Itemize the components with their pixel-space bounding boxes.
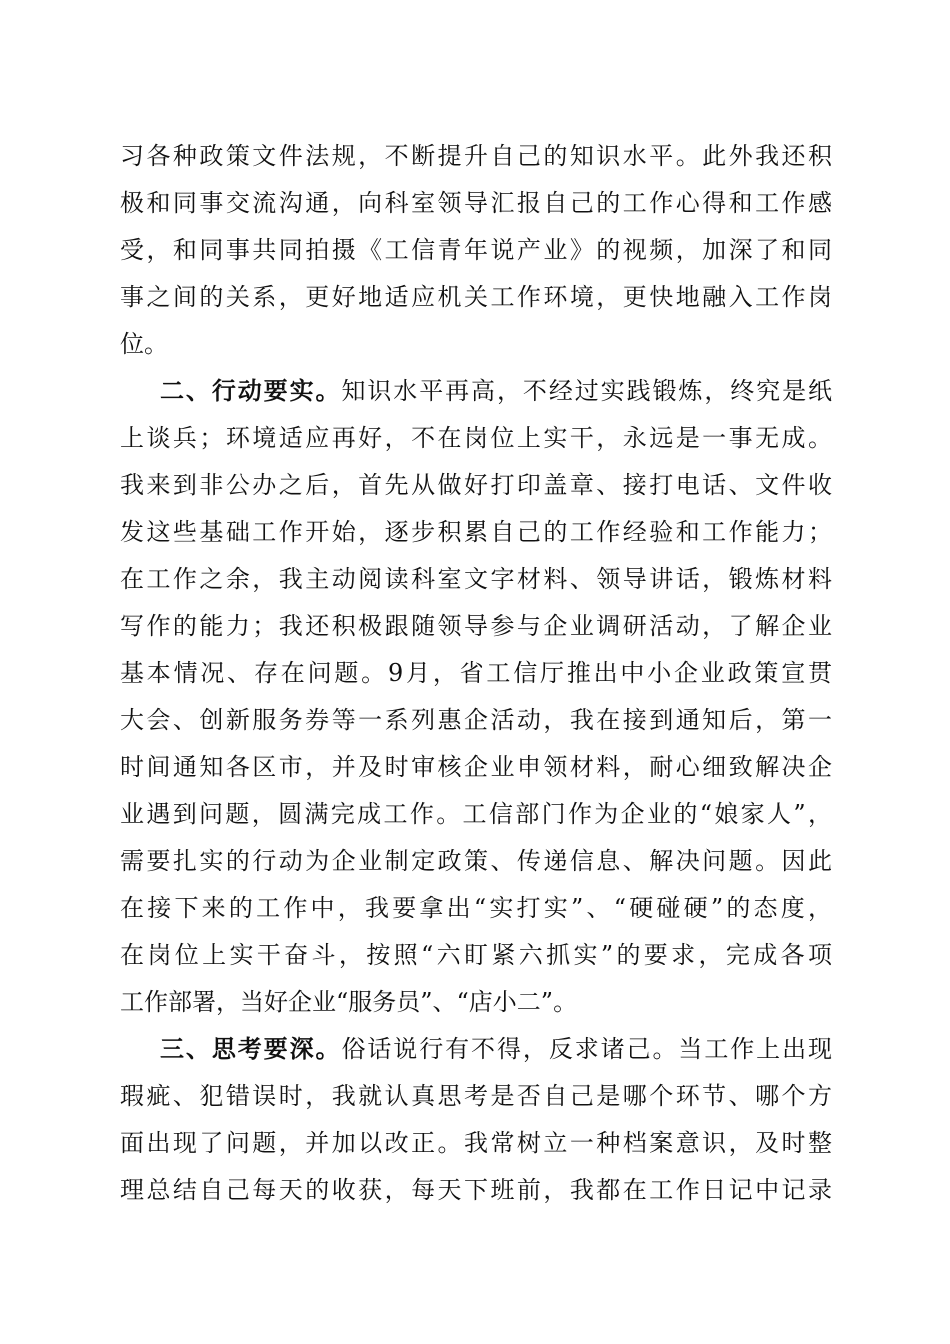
- section-heading-action: 二、行动要实。: [160, 377, 342, 405]
- paragraph-3-line-4: 理总结自己每天的收获，每天下班前，我都在工作日记中记录: [120, 1176, 832, 1204]
- paragraph-1-line-2: 极和同事交流沟通，向科室领导汇报自己的工作心得和工作感: [120, 189, 832, 217]
- paragraph-2-line-1-text: 知识水平再高，不经过实践锻炼，终究是纸: [341, 377, 833, 405]
- paragraph-3-line-2: 瑕疵、犯错误时，我就认真思考是否自己是哪个环节、哪个方: [120, 1082, 832, 1110]
- paragraph-2-line-13: 在岗位上实干奋斗，按照“六盯紧六抓实”的要求，完成各项: [120, 941, 832, 969]
- section-heading-thinking: 三、思考要深。: [160, 1035, 342, 1063]
- paragraph-3-line-1-text: 俗话说行有不得，反求诸己。当工作上出现: [341, 1035, 833, 1063]
- paragraph-3-line-3: 面出现了问题，并加以改正。我常树立一种档案意识，及时整: [120, 1129, 832, 1157]
- paragraph-1-line-3: 受，和同事共同拍摄《工信青年说产业》的视频，加深了和同: [120, 236, 832, 264]
- paragraph-2-line-2: 上谈兵；环境适应再好，不在岗位上实干，永远是一事无成。: [120, 424, 832, 452]
- paragraph-1-line-5: 位。: [120, 330, 168, 358]
- paragraph-2-line-8: 大会、创新服务券等一系列惠企活动，我在接到通知后，第一: [120, 706, 832, 734]
- paragraph-2-line-6: 写作的能力；我还积极跟随领导参与企业调研活动，了解企业: [120, 612, 832, 640]
- paragraph-3-line-1: [160, 1029, 832, 1069]
- paragraph-2-line-7: 基本情况、存在问题。9月，省工信厅推出中小企业政策宣贯: [120, 659, 832, 687]
- paragraph-1-line-1: 习各种政策文件法规，不断提升自己的知识水平。此外我还积: [120, 142, 832, 170]
- paragraph-2-line-5: 在工作之余，我主动阅读科室文字材料、领导讲话，锻炼材料: [120, 565, 832, 593]
- paragraph-2-line-11: 需要扎实的行动为企业制定政策、传递信息、解决问题。因此: [120, 847, 832, 875]
- paragraph-2-line-9: 时间通知各区市，并及时审核企业申领材料，耐心细致解决企: [120, 753, 832, 781]
- paragraph-2-line-14: 工作部署，当好企业“服务员”、“店小二”。: [120, 988, 578, 1016]
- paragraph-2-line-10: 业遇到问题，圆满完成工作。工信部门作为企业的“娘家人”，: [120, 800, 832, 828]
- paragraph-2-line-4: 发这些基础工作开始，逐步积累自己的工作经验和工作能力；: [120, 518, 832, 546]
- paragraph-2-line-3: 我来到非公办之后，首先从做好打印盖章、接打电话、文件收: [120, 471, 832, 499]
- paragraph-1-line-4: 事之间的关系，更好地适应机关工作环境，更快地融入工作岗: [120, 283, 832, 311]
- paragraph-2-line-12: 在接下来的工作中，我要拿出“实打实”、“硬碰硬”的态度，: [120, 894, 832, 922]
- paragraph-2-line-1: [160, 371, 832, 411]
